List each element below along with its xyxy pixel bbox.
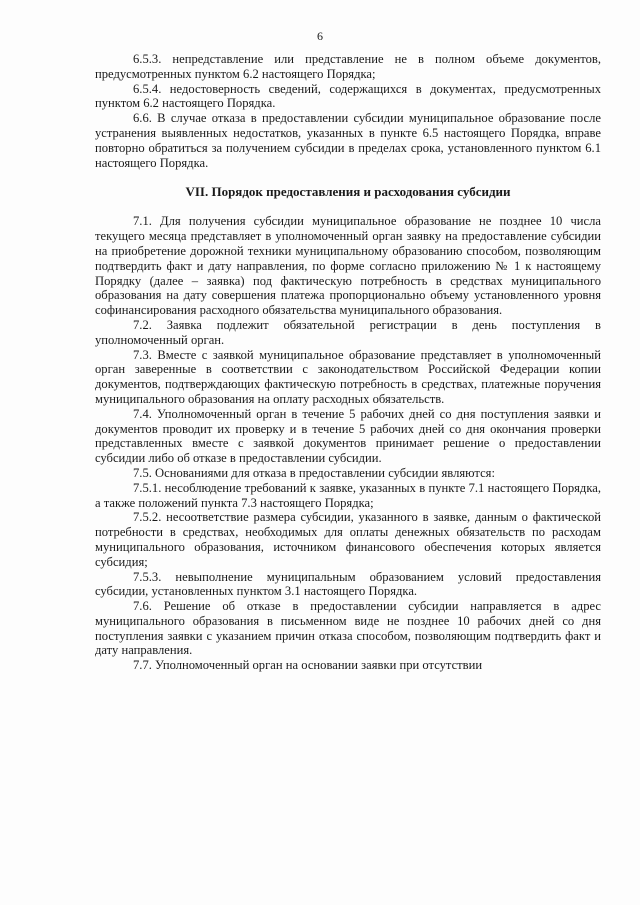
paragraph-7-4: 7.4. Уполномоченный орган в течение 5 рабочих дней со дня поступления заявки и документов проводит их проверку и в течение 5 рабочих дней со дня окончания проверки представленных вместе с заявкой документов принимает решение о предоставлении субсидии либо об отказе в предоставлении субсидии. <box>95 406 601 466</box>
paragraph-6-6: 6.6. В случае отказа в предоставлении субсидии муниципальное образование после устранения выявленных недостатков, указанных в пункте 6.5 настоящего Порядка, вправе повторно обратиться за получением субсидии в пределах срока, установленного пунктом 6.1 настоящего Порядка. <box>95 111 601 170</box>
document-body <box>95 52 601 673</box>
paragraph-6-5-4: 6.5.4. недостоверность сведений, содержащихся в документах, предусмотренных пунктом 6.2 настоящего Порядка. <box>95 81 601 111</box>
paragraph-7-5-3: 7.5.3. невыполнение муниципальным образованием условий предоставления субсидии, установленных пунктом 3.1 настоящего Порядка. <box>95 569 601 599</box>
paragraph-7-3: 7.3. Вместе с заявкой муниципальное образование представляет в уполномоченный орган заверенные в соответствии с законодательством Российской Федерации копии документов, подтверждающих фактическую потребность в средствах, платежные поручения муниципального образования на оплату расходных обязательств. <box>95 347 601 406</box>
paragraph-7-5-2: 7.5.2. несоответствие размера субсидии, указанного в заявке, данным о фактической потребности в средствах, необходимых для оплаты денежных обязательств по расходам муниципального образования, источником финансового обеспечения которых является субсидия; <box>95 510 601 569</box>
page-number: 6 <box>317 29 323 43</box>
section-heading: VII. Порядок предоставления и расходования субсидии <box>185 184 511 200</box>
paragraph-7-5: 7.5. Основаниями для отказа в предоставлении субсидии являются: <box>133 465 495 480</box>
paragraph-6-5-3: 6.5.3. непредставление или представление не в полном объеме документов, предусмотренных пунктом 6.2 настоящего Порядка; <box>95 52 601 81</box>
paragraph-7-2: 7.2. Заявка подлежит обязательной регистрации в день поступления в уполномоченный орган. <box>95 317 601 347</box>
paragraph-7-1: 7.1. Для получения субсидии муниципальное образование не позднее 10 числа текущего месяца представляет в уполномоченный орган заявку на предоставление субсидии на приобретение дорожной техники муниципальному образованию способом, позволяющим подтвердить факт и дату направления, по форме согласно приложению № 1 к настоящему Порядку (далее – заявка) под фактическую потребность в средствах муниципального образования на дату совершения платежа пропорционально объему установленного уровня софинансирования расходного обязательства муниципального образования. <box>95 214 601 318</box>
paragraph-7-5-1: 7.5.1. несоблюдение требований к заявке, указанных в пункте 7.1 настоящего Порядка, а также положений пункта 7.3 настоящего Порядка; <box>95 480 601 510</box>
paragraph-7-6: 7.6. Решение об отказе в предоставлении субсидии направляется в адрес муниципального образования в письменном виде не позднее 10 рабочих дней со дня поступления заявки с указанием причин отказа способом, позволяющим подтвердить факт и дату направления. <box>95 599 601 658</box>
paragraph-7-7: 7.7. Уполномоченный орган на основании заявки при отсутствии <box>133 658 483 673</box>
